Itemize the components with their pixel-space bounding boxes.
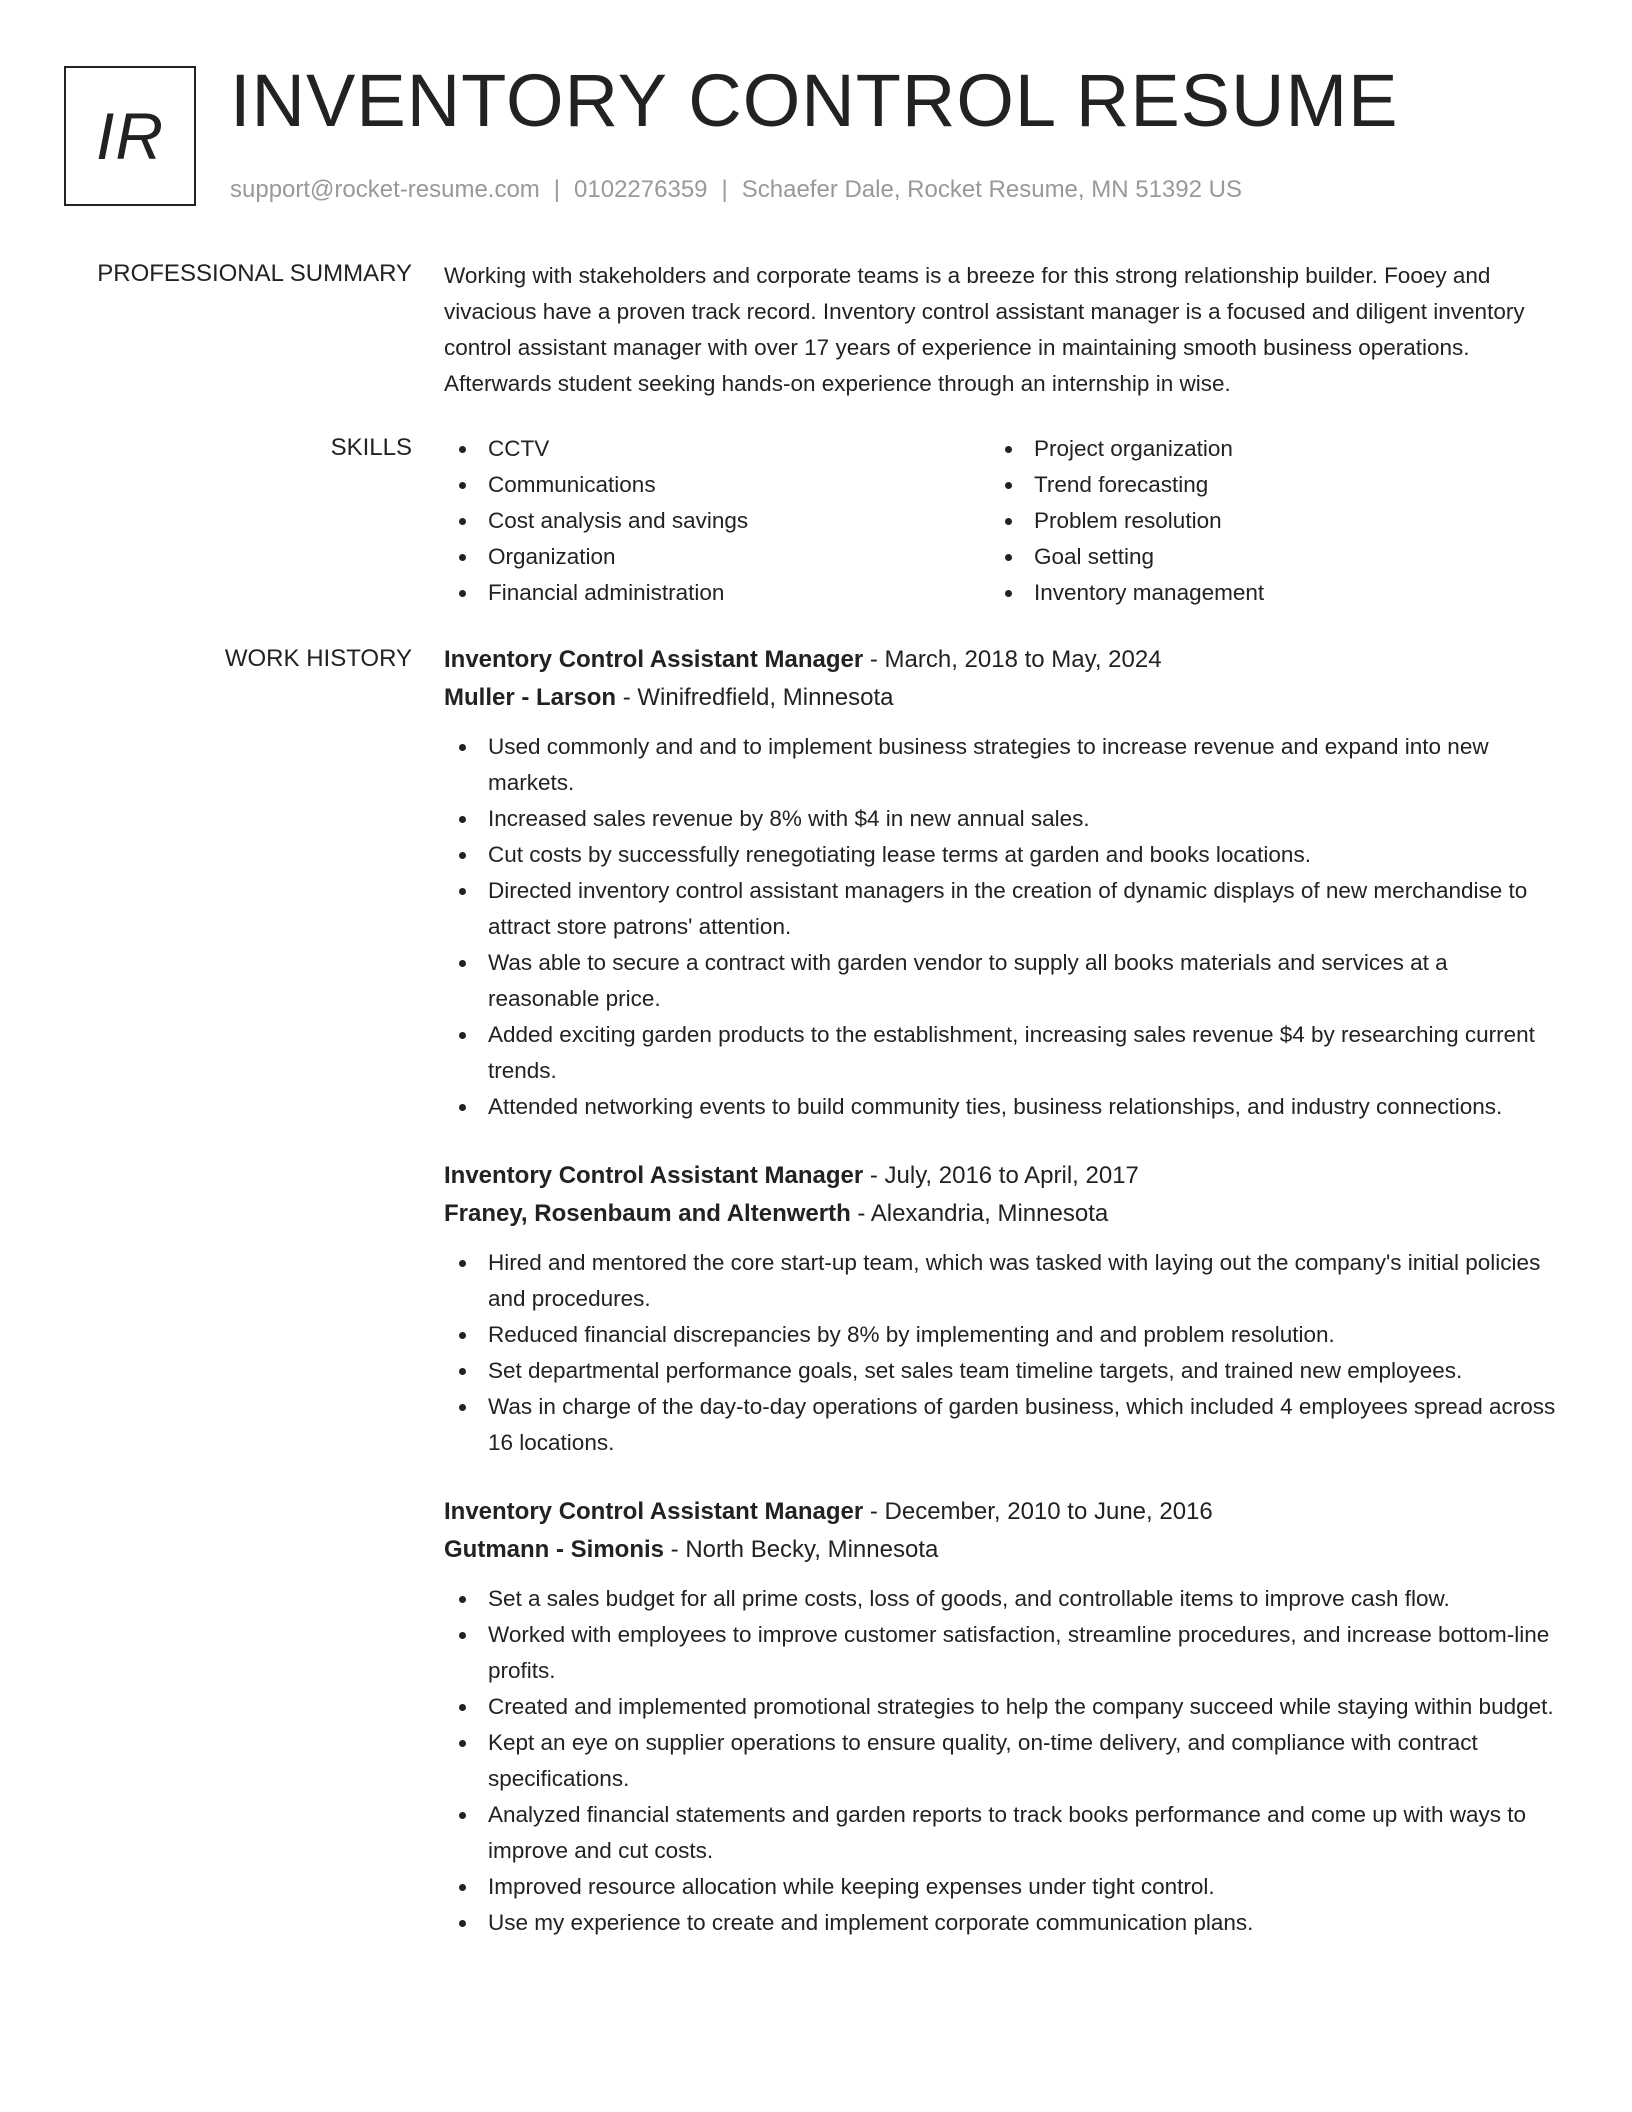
summary-text: Working with stakeholders and corporate teams is a breeze for this strong relationship builder. Fooey and vivacious have a proven track record. Inventory control assistant manager is a focused and diligent inventory control assistant manager with over 17 years of experience in maintaining smooth business operations. Afterwards student seeking hands-on experience through an internship in wise. bbox=[444, 263, 1525, 396]
skill-item: Communications bbox=[488, 467, 990, 503]
work-history-body bbox=[444, 641, 1556, 1941]
job-duty: Analyzed financial statements and garden reports to track books performance and come up with ways to improve and cut costs. bbox=[444, 1797, 1556, 1869]
job-dates: - July, 2016 to April, 2017 bbox=[863, 1162, 1139, 1189]
job-title: Inventory Control Assistant Manager bbox=[444, 1162, 864, 1189]
job-company: Muller - Larson bbox=[444, 684, 617, 711]
job-title: Inventory Control Assistant Manager bbox=[444, 646, 864, 673]
job-dates: - December, 2010 to June, 2016 bbox=[863, 1498, 1213, 1525]
contact-separator: | bbox=[553, 176, 561, 203]
job-duty: Kept an eye on supplier operations to ensure quality, on-time delivery, and compliance with contract specifications. bbox=[444, 1725, 1556, 1797]
job-duty: Used commonly and and to implement business strategies to increase revenue and expand into new markets. bbox=[444, 729, 1556, 801]
job-entry bbox=[444, 641, 1556, 1125]
job-title-line bbox=[444, 1493, 1556, 1531]
contact-line bbox=[230, 174, 1242, 206]
skills-list-right bbox=[990, 431, 1536, 611]
skill-item: Cost analysis and savings bbox=[488, 503, 990, 539]
job-duty: Set departmental performance goals, set sales team timeline targets, and trained new employees. bbox=[444, 1353, 1556, 1389]
skills-columns bbox=[444, 431, 1556, 611]
job-company: Franey, Rosenbaum and Altenwerth bbox=[444, 1200, 851, 1227]
job-duty: Increased sales revenue by 8% with $4 in new annual sales. bbox=[444, 801, 1556, 837]
monogram-logo: IR bbox=[64, 66, 196, 206]
contact-phone[interactable]: 0102276359 bbox=[574, 176, 708, 203]
skill-item: Inventory management bbox=[1034, 575, 1536, 611]
job-duties-list bbox=[444, 1245, 1556, 1461]
summary-body bbox=[444, 258, 1556, 402]
contact-address: Schaefer Dale, Rocket Resume, MN 51392 US bbox=[741, 176, 1242, 203]
job-duty: Improved resource allocation while keeping expenses under tight control. bbox=[444, 1869, 1556, 1905]
skill-item: Trend forecasting bbox=[1034, 467, 1536, 503]
skill-item: CCTV bbox=[488, 431, 990, 467]
job-company-line bbox=[444, 1531, 1556, 1569]
skill-item: Project organization bbox=[1034, 431, 1536, 467]
job-duty: Was able to secure a contract with garden vendor to supply all books materials and services at a reasonable price. bbox=[444, 945, 1556, 1017]
job-duty: Worked with employees to improve customer satisfaction, streamline procedures, and increase bottom-line profits. bbox=[444, 1617, 1556, 1689]
summary-label: PROFESSIONAL SUMMARY bbox=[97, 260, 412, 287]
job-duty: Was in charge of the day-to-day operations of garden business, which included 4 employees spread across 16 locations. bbox=[444, 1389, 1556, 1461]
skill-item: Financial administration bbox=[488, 575, 990, 611]
job-title: Inventory Control Assistant Manager bbox=[444, 1498, 864, 1525]
job-duties-list bbox=[444, 729, 1556, 1125]
job-entry bbox=[444, 1157, 1556, 1461]
skill-item: Organization bbox=[488, 539, 990, 575]
job-duty: Reduced financial discrepancies by 8% by implementing and and problem resolution. bbox=[444, 1317, 1556, 1353]
contact-separator: | bbox=[721, 176, 728, 203]
skill-item: Problem resolution bbox=[1034, 503, 1536, 539]
job-title-line bbox=[444, 1157, 1556, 1195]
job-company: Gutmann - Simonis bbox=[444, 1536, 665, 1563]
skill-item: Goal setting bbox=[1034, 539, 1536, 575]
job-duty: Hired and mentored the core start-up team, which was tasked with laying out the company's initial policies and procedures. bbox=[444, 1245, 1556, 1317]
job-dates: - March, 2018 to May, 2024 bbox=[863, 646, 1162, 673]
contact-email[interactable]: support@rocket-resume.com bbox=[230, 176, 540, 203]
job-duty: Set a sales budget for all prime costs, loss of goods, and controllable items to improve cash flow. bbox=[444, 1581, 1556, 1617]
job-duty: Directed inventory control assistant managers in the creation of dynamic displays of new merchandise to attract store patrons' attention. bbox=[444, 873, 1556, 945]
skills-list-left bbox=[444, 431, 990, 611]
job-duty: Created and implemented promotional strategies to help the company succeed while staying within budget. bbox=[444, 1689, 1556, 1725]
work-history-label: WORK HISTORY bbox=[224, 645, 412, 672]
job-company-line bbox=[444, 679, 1556, 717]
job-duty: Attended networking events to build community ties, business relationships, and industry connections. bbox=[444, 1089, 1556, 1125]
job-title-line bbox=[444, 641, 1556, 679]
job-location: - North Becky, Minnesota bbox=[664, 1536, 939, 1563]
skills-body bbox=[444, 431, 1556, 611]
job-company-line bbox=[444, 1195, 1556, 1233]
job-location: - Alexandria, Minnesota bbox=[850, 1200, 1109, 1227]
job-location: - Winifredfield, Minnesota bbox=[616, 684, 894, 711]
job-duty: Added exciting garden products to the establishment, increasing sales revenue $4 by researching current trends. bbox=[444, 1017, 1556, 1089]
job-duty: Use my experience to create and implement corporate communication plans. bbox=[444, 1905, 1556, 1941]
job-duty: Cut costs by successfully renegotiating lease terms at garden and books locations. bbox=[444, 837, 1556, 873]
job-entry bbox=[444, 1493, 1556, 1941]
skills-label: SKILLS bbox=[330, 434, 412, 461]
job-duties-list bbox=[444, 1581, 1556, 1941]
resume-title: INVENTORY CONTROL RESUME bbox=[230, 59, 1399, 142]
